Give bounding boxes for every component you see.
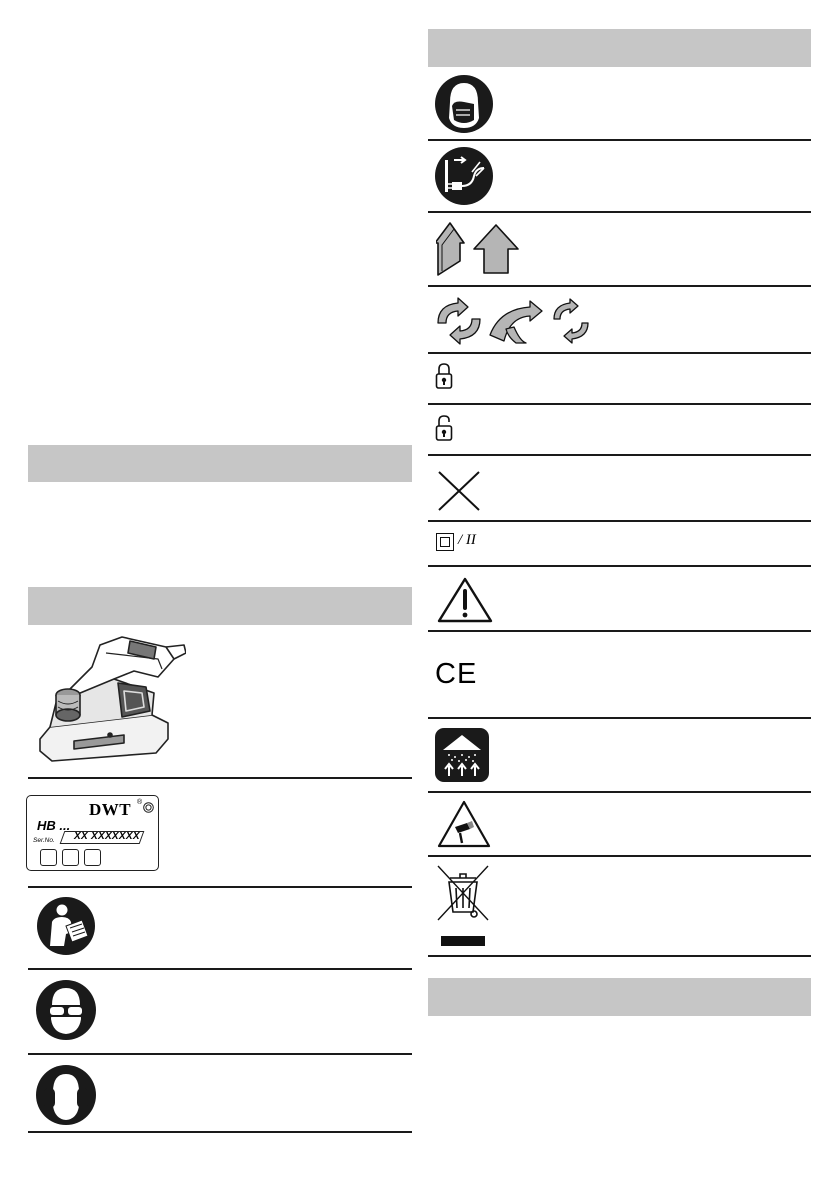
divider-line [428,717,811,719]
certification-icon [143,802,154,813]
dust-extraction-icon [435,728,489,782]
warning-triangle-icon [436,576,494,624]
divider-line [428,855,811,857]
divider-line [28,968,412,970]
ce-mark: CE [435,658,478,690]
divider-line [28,1053,412,1055]
class-two-label: / II [458,532,476,548]
serial-value: XX XXXXXXX [74,831,140,842]
divider-line [428,955,811,957]
nameplate-brand: DWT [89,800,132,819]
divider-line [28,886,412,888]
dust-mask-icon [434,74,494,134]
electric-planer-illustration [34,631,186,763]
section-header-bar [428,29,811,67]
crossed-bin-icon [436,864,490,948]
sharp-blade-warning-icon [436,799,492,849]
rating-nameplate [26,795,159,871]
divider-line [428,352,811,354]
nameplate-square [84,849,101,866]
read-manual-icon [36,896,96,956]
nameplate-square [40,849,57,866]
nameplate-model: HB ... [37,818,71,833]
lock-closed-icon [435,362,453,390]
divider-line [428,791,811,793]
unplug-icon [434,146,494,206]
section-header-bar [28,445,412,482]
section-header-bar [428,978,811,1016]
divider-line [428,630,811,632]
divider-line [428,211,811,213]
x-mark-icon [437,470,481,512]
divider-line [28,1131,412,1133]
double-square-icon [436,533,454,551]
divider-line [428,520,811,522]
rotation-icon [434,297,594,345]
divider-line [28,777,412,779]
registered-mark: ® [137,799,143,806]
ear-protection-icon [35,1064,97,1126]
section-header-bar [28,587,412,625]
divider-line [428,454,811,456]
safety-goggles-icon [35,979,97,1041]
arrow-up-icon [436,221,520,277]
divider-line [428,403,811,405]
nameplate-square [62,849,79,866]
serial-label: Ser.No. [33,837,55,844]
divider-line [428,565,811,567]
divider-line [428,139,811,141]
lock-open-icon [435,414,453,442]
divider-line [428,285,811,287]
